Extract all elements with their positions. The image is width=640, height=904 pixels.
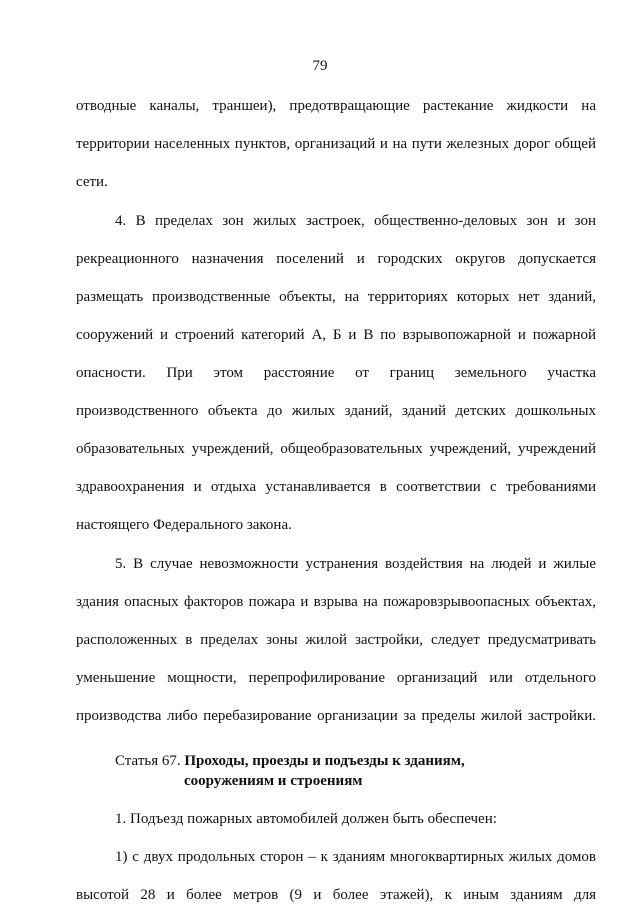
text-line: отводные каналы, траншеи), предотвращающие растекание жидкости на	[76, 98, 596, 114]
article-title: Проходы, проезды и подъезды к зданиям,	[184, 753, 465, 769]
text-line: расположенных в пределах зоны жилой застройки, следует предусматривать	[76, 632, 596, 648]
text-line: здания опасных факторов пожара и взрыва на пожаровзрывоопасных объектах,	[76, 594, 596, 610]
text-line: производственного объекта до жилых зданий, зданий детских дошкольных	[76, 403, 596, 419]
text-line: опасности. При этом расстояние от границ земельного участка	[76, 365, 596, 381]
page-number: 79	[312, 58, 328, 74]
article-heading	[115, 752, 465, 770]
text-line: производства либо перебазирование организации за пределы жилой застройки.	[76, 708, 596, 724]
text-line: здравоохранения и отдыха устанавливается в соответствии с требованиями	[76, 479, 596, 495]
article-title-continued: сооружениям и строениям	[184, 773, 363, 789]
text-line: уменьшение мощности, перепрофилирование организаций или отдельного	[76, 670, 596, 686]
text-line: высотой 28 и более метров (9 и более этажей), к иным зданиям для	[76, 887, 596, 903]
text-line: 4. В пределах зон жилых застроек, общественно-деловых зон и зон	[115, 213, 596, 229]
text-line: размещать производственные объекты, на территориях которых нет зданий,	[76, 289, 596, 305]
text-line: 1) с двух продольных сторон – к зданиям многоквартирных жилых домов	[115, 849, 596, 865]
text-line: территории населенных пунктов, организаций и на пути железных дорог общей	[76, 136, 596, 152]
article-prefix: Статья 67.	[115, 753, 181, 769]
text-line: 1. Подъезд пожарных автомобилей должен быть обеспечен:	[115, 811, 497, 827]
text-line: настоящего Федерального закона.	[76, 517, 292, 533]
text-line: сооружений и строений категорий А, Б и В по взрывопожарной и пожарной	[76, 327, 596, 343]
text-line: 5. В случае невозможности устранения воздействия на людей и жилые	[115, 556, 596, 572]
text-line: рекреационного назначения поселений и городских округов допускается	[76, 251, 596, 267]
text-line: образовательных учреждений, общеобразовательных учреждений, учреждений	[76, 441, 596, 457]
text-line: сети.	[76, 174, 108, 190]
